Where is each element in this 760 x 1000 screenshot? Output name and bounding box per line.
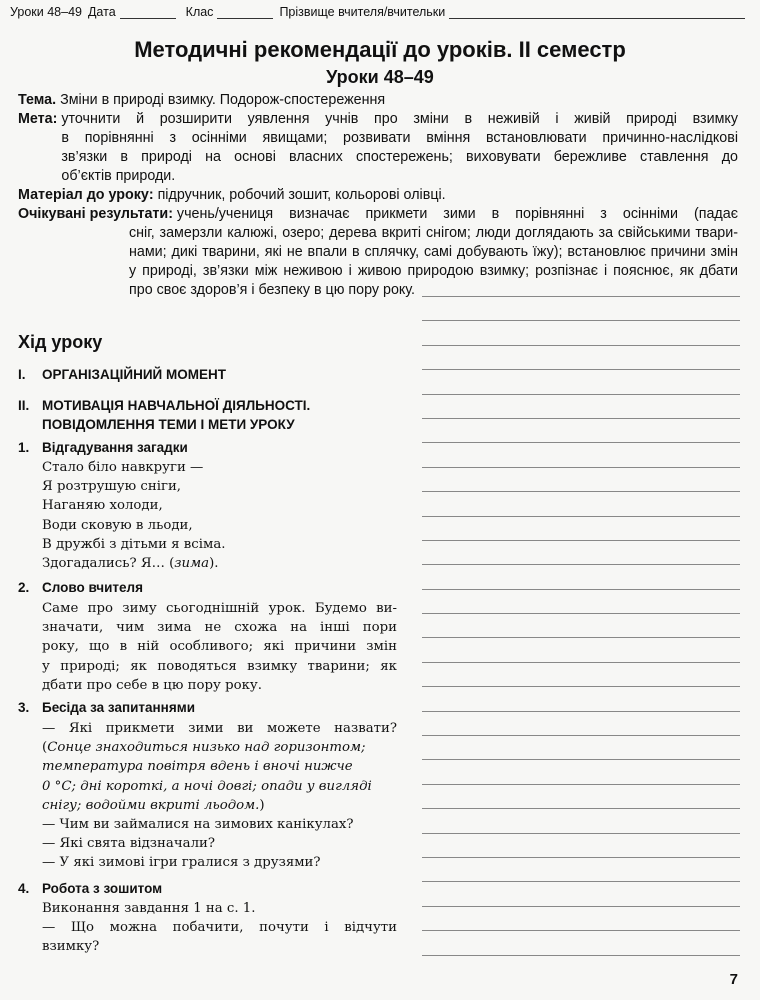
- topic-row: Тема . Зміни в природі взимку. Подорож-спостереження: [18, 91, 738, 110]
- header-date-label: Дата: [87, 5, 116, 19]
- section-number: I.: [18, 367, 26, 382]
- point-title: Бесіда за запитаннями: [42, 700, 195, 715]
- teacher-block: [42, 599, 397, 695]
- class-field[interactable]: [217, 8, 273, 19]
- goal-line: об’єктів природи.: [61, 168, 176, 184]
- answer-line: температура повітря вдень і вночі нижче: [42, 759, 353, 775]
- riddle-answer: зима: [174, 556, 210, 572]
- note-line[interactable]: [422, 930, 740, 931]
- teacher-line: дбати про себе в цю пору року.: [42, 677, 262, 693]
- results-line: учень/учениця визначає прикмети зими в порівнянні з осінніми (падає: [176, 206, 738, 222]
- riddle-line: Води сковую в льоди,: [42, 517, 193, 533]
- point-title: Робота з зошитом: [42, 881, 163, 896]
- teacher-line: у природі; як поводяться взимку тварини; як: [42, 658, 397, 674]
- teacher-line: Саме про зиму сьогоднішній урок. Будемо ви-: [42, 601, 397, 616]
- notes-lines[interactable]: [422, 296, 740, 979]
- meta-block: [18, 91, 738, 300]
- note-line[interactable]: [422, 637, 740, 638]
- note-line[interactable]: [422, 686, 740, 687]
- note-line[interactable]: [422, 442, 740, 443]
- note-line[interactable]: [422, 345, 740, 346]
- notebook-line: взимку?: [42, 939, 100, 955]
- note-line[interactable]: [422, 784, 740, 785]
- results-line: нами; дикі тварини, які не впали в сплячку, самі добувають їжу); встановлює причини змін: [129, 244, 738, 260]
- point-number: 4.: [18, 881, 30, 896]
- point-4: [18, 879, 162, 898]
- riddle-line: В дружбі з дітьми я всіма.: [42, 536, 226, 552]
- notebook-line: Виконання завдання 1 на с. 1.: [42, 901, 256, 916]
- note-line[interactable]: [422, 857, 740, 858]
- header-lessons: Уроки 48–49: [10, 5, 82, 19]
- point-number: 1.: [18, 440, 30, 455]
- page-title: Методичні рекомендації до уроків. ІІ семестр: [134, 37, 626, 62]
- note-line[interactable]: [422, 296, 740, 297]
- questions-block: — Які прикмети зими ви можете назвати? (Сонце знаходиться низько над горизонтом; температура повітря вдень і вночі нижче 0 °С; дні короткі, а ночі довгі; опади у вигляді снігу; водойми вкриті льодом.) — Чим ви займалися на зимових канікулах? — Які свята відзначали? — У які зимові ігри гралися з друзями?: [42, 719, 397, 873]
- teacher-line: року, що в ній особливого; які причини змін: [42, 639, 397, 655]
- goal-line: уточнити й розширити уявлення учнів про зміни в неживій і живій природі взимку: [61, 111, 738, 127]
- point-number: 2.: [18, 580, 30, 595]
- note-line[interactable]: [422, 589, 740, 590]
- note-line[interactable]: [422, 369, 740, 370]
- page-number: 7: [729, 971, 738, 988]
- riddle-line: Стало біло навкруги —: [42, 460, 204, 475]
- results-line: про своє здоров’я і безпеку в цю пору року.: [129, 282, 416, 298]
- results-line: у природі, зв’язки між неживою і живою природою взимку; розпізнає і пояснює, як дбати: [129, 263, 738, 279]
- point-2: [18, 578, 143, 597]
- note-line[interactable]: [422, 735, 740, 736]
- section-title: ПОВІДОМЛЕННЯ ТЕМИ І МЕТИ УРОКУ: [42, 417, 295, 432]
- note-line[interactable]: [422, 467, 740, 468]
- note-line[interactable]: [422, 759, 740, 760]
- notebook-block: [42, 899, 397, 957]
- topic-text: Зміни в природі взимку. Подорож-спостереження: [60, 92, 386, 108]
- material-row: Матеріал до уроку : підручник, робочий зошит, кольорові олівці.: [18, 186, 738, 205]
- section-title: ОРГАНІЗАЦІЙНИЙ МОМЕНТ: [42, 367, 226, 382]
- course-heading: Хід уроку: [18, 332, 103, 352]
- question-line: — У які зимові ігри гралися з друзями?: [42, 855, 321, 871]
- header-class-label: Клас: [185, 5, 214, 19]
- note-line[interactable]: [422, 320, 740, 321]
- teacher-field[interactable]: [449, 8, 745, 19]
- note-line[interactable]: [422, 491, 740, 492]
- riddle-line: Наганяю холоди,: [42, 498, 163, 514]
- date-field[interactable]: [120, 8, 176, 19]
- page-header: [10, 5, 745, 19]
- goal-line: в порівнянні з осінніми явищами; розвивати вміння встановлювати причинно-наслідкові: [61, 130, 738, 146]
- results-row: Очікувані результати : учень/учениця визначає прикмети зими в порівнянні з осінніми (падає: [18, 206, 738, 222]
- point-title: Відгадування загадки: [42, 440, 188, 455]
- section-title: МОТИВАЦІЯ НАВЧАЛЬНОЇ ДІЯЛЬНОСТІ.: [42, 398, 311, 413]
- answer-line: 0 °С; дні короткі, а ночі довгі; опади у вигляді: [42, 778, 372, 794]
- results-line: сніг, замерзли калюжі, озеро; дерева вкриті снігом; люди доглядають за свійськими твари-: [129, 225, 738, 241]
- teacher-line: значати, чим зима не схожа на інші пори: [42, 620, 397, 636]
- note-line[interactable]: [422, 394, 740, 395]
- note-line[interactable]: [422, 564, 740, 565]
- goal-row: Мета : уточнити й розширити уявлення учнів про зміни в неживій і живій природі взимку в порівнянні з осінніми явищами; розвивати вміння встановлювати причинно-наслідкові зв’язки в природі на основі власних спостережень; виховувати бережливе ставлення до об’єктів природи.: [18, 111, 738, 184]
- material-text: підручник, робочий зошит, кольорові олівці.: [157, 187, 446, 203]
- answer-line: снігу; водойми вкриті льодом.: [42, 797, 260, 813]
- section-number: II.: [18, 398, 30, 413]
- page-subtitle: Уроки 48–49: [326, 67, 434, 87]
- section-2: [18, 396, 310, 434]
- note-line[interactable]: [422, 418, 740, 419]
- note-line[interactable]: [422, 955, 740, 956]
- notebook-line: — Що можна побачити, почути і відчути: [42, 920, 397, 936]
- riddle-line: Я розтрушую сніги,: [42, 479, 182, 495]
- point-3: [18, 698, 195, 717]
- note-line[interactable]: [422, 808, 740, 809]
- note-line[interactable]: [422, 881, 740, 882]
- riddle-question: Здогадались? Я… (зима).: [42, 556, 219, 572]
- note-line[interactable]: [422, 833, 740, 834]
- note-line[interactable]: [422, 711, 740, 712]
- riddle-block: [42, 458, 397, 573]
- point-1: [18, 438, 188, 457]
- point-title: Слово вчителя: [42, 580, 144, 595]
- goal-line: зв’язки в природі на основі власних спостережень; виховувати бережливе ставлення до: [61, 149, 738, 165]
- question-line: — Чим ви займалися на зимових канікулах?: [42, 817, 354, 833]
- section-1: [18, 365, 226, 384]
- question-line: — Які свята відзначали?: [42, 836, 216, 852]
- question-line: — Які прикмети зими ви можете назвати?: [42, 721, 397, 736]
- results-label: Очікувані результати: [18, 206, 169, 222]
- topic-label: Тема: [18, 92, 53, 108]
- material-label: Матеріал до уроку: [18, 187, 149, 203]
- note-line[interactable]: [422, 516, 740, 517]
- goal-label: Мета: [18, 111, 53, 127]
- note-line[interactable]: [422, 906, 740, 907]
- header-teacher-label: Прізвище вчителя/вчительки: [279, 5, 446, 19]
- note-line[interactable]: [422, 613, 740, 614]
- note-line[interactable]: [422, 662, 740, 663]
- answer-line: Сонце знаходиться низько над горизонтом;: [47, 740, 366, 756]
- point-number: 3.: [18, 700, 30, 715]
- note-line[interactable]: [422, 540, 740, 541]
